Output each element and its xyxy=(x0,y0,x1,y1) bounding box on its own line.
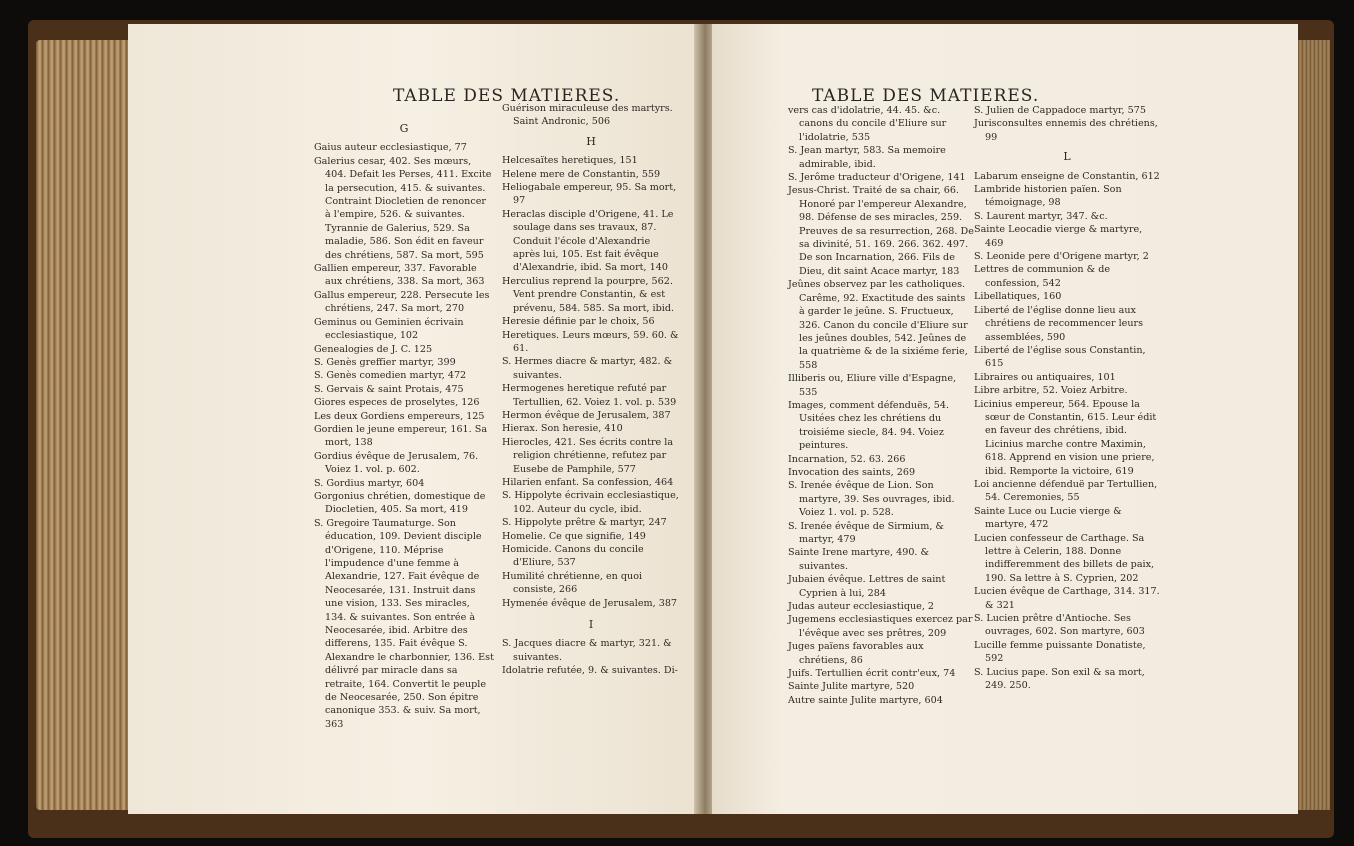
index-entry: Helcesaïtes heretiques, 151 xyxy=(502,155,638,167)
index-entry: Invocation des saints, 269 xyxy=(788,466,916,478)
index-entry: Herculius reprend la pourpre, 562. Vent prendre Constantin, & est prévenu, 584. 585. Sa mort, ibid. xyxy=(502,275,675,314)
index-entry: S. Lucien prêtre d'Antioche. Ses ouvrages, 602. Son martyre, 603 xyxy=(974,613,1145,638)
section-letter-l: L xyxy=(1063,150,1071,164)
index-entry: S. Gregoire Taumaturge. Son éducation, 109. Devient disciple d'Origene, 110. Méprise l'impudence d'une femme à Alexandrie, 127. Fait évêque de Neocesarée, 131. Instruit dans une vision, 133. Ses miracles, 134. & suivantes. Son entrée à Neocesarée, ibid. Arbitre des differens, 135. Fait évêque S. Alexandre le charbonnier, 136. Est délivré par miracle dans sa retraite, 164. Convertit le peuple de Neocesarée, 250. Son épitre canonique 353. & suiv. Sa mort, 363 xyxy=(314,517,494,730)
entry-list xyxy=(788,104,974,707)
index-entry: Gallus empereur, 228. Persecute les chrétiens, 247. Sa mort, 270 xyxy=(314,289,490,315)
index-entry: S. Irenée évêque de Sirmium, & martyr, 479 xyxy=(788,520,944,545)
index-entry: Jugemens ecclesiastiques exercez par l'évêque avec ses prêtres, 209 xyxy=(788,614,973,639)
index-entry: Gorgonius chrétien, domestique de Diocletien, 405. Sa mort, 419 xyxy=(314,490,486,516)
index-entry: Hierocles, 421. Ses écrits contre la religion chrétienne, refutez par Eusebe de Pamphile, 577 xyxy=(502,436,674,475)
index-entry: Heraclas disciple d'Origene, 41. Le soulage dans ses travaux, 87. Conduit l'école d'Alexandrie après lui, 105. Est fait évêque d'Alexandrie, ibid. Sa mort, 140 xyxy=(502,208,674,274)
index-entry: S. Julien de Cappadoce martyr, 575 xyxy=(974,105,1146,116)
entry-list xyxy=(502,637,680,677)
section-letter-h: H xyxy=(586,134,596,148)
index-entry: Les deux Gordiens empereurs, 125 xyxy=(314,410,485,422)
index-entry: Juifs. Tertullien écrit contr'eux, 74 xyxy=(788,668,956,680)
entry-list xyxy=(974,104,1160,144)
entry-top: Guérison miraculeuse des martyrs. Saint Andronic, 506 xyxy=(502,103,673,128)
index-entry: Hierax. Son heresie, 410 xyxy=(502,423,623,435)
index-entry: Gordien le jeune empereur, 161. Sa mort, 138 xyxy=(314,423,488,449)
index-entry: Sainte Leocadie vierge & martyre, 469 xyxy=(974,224,1143,249)
index-entry: Geminus ou Geminien écrivain ecclesiastique, 102 xyxy=(314,316,464,342)
index-entry: Hymenée évêque de Jerusalem, 387 xyxy=(502,597,678,609)
index-entry: Hermogenes heretique refuté par Tertullien, 62. Voiez 1. vol. p. 539 xyxy=(502,383,677,408)
index-entry: Liberté de l'église donne lieu aux chrétiens de recommencer leurs assemblées, 590 xyxy=(974,304,1144,343)
index-entry: S. Gordius martyr, 604 xyxy=(314,477,425,489)
index-entry: Juges païens favorables aux chrétiens, 86 xyxy=(788,641,924,666)
index-entry: S. Jerôme traducteur d'Origene, 141 xyxy=(788,172,966,184)
index-entry: S. Hippolyte prêtre & martyr, 247 xyxy=(502,517,667,529)
entry-list xyxy=(314,141,494,731)
index-entry: Judas auteur ecclesiastique, 2 xyxy=(788,601,935,613)
index-entry: Sainte Irene martyre, 490. & suivantes. xyxy=(788,547,930,572)
entry-list xyxy=(974,170,1160,693)
index-entry: Jubaien évêque. Lettres de saint Cyprien à lui, 284 xyxy=(788,574,946,599)
right-column-1 xyxy=(788,104,974,707)
index-entry: S. Genès greffier martyr, 399 xyxy=(314,356,456,368)
index-entry: Giores especes de proselytes, 126 xyxy=(314,397,480,409)
index-entry: S. Lucius pape. Son exil & sa mort, 249. 250. xyxy=(974,666,1145,692)
index-entry: S. Jean martyr, 583. Sa memoire admirable, ibid. xyxy=(788,145,946,170)
index-entry: Jurisconsultes ennemis des chrétiens, 99 xyxy=(974,118,1158,143)
right-column-2 xyxy=(974,104,1160,692)
index-entry: Lucien confesseur de Carthage. Sa lettre à Celerin, 188. Donne indifferemment des billets de paix, 190. Sa lettre à S. Cyprien, 202 xyxy=(974,532,1155,584)
page-edges-left xyxy=(36,40,136,810)
right-page xyxy=(712,24,1298,814)
index-entry: Helene mere de Constantin, 559 xyxy=(502,168,661,180)
index-entry: S. Hippolyte écrivain ecclesiastique, 102. Auteur du cycle, ibid. xyxy=(502,490,679,515)
index-entry: Idolatrie refutée, 9. & suivantes. Di- xyxy=(502,665,678,677)
index-entry: Liberté de l'église sous Constantin, 615 xyxy=(974,344,1146,370)
index-entry: Hilarien enfant. Sa confession, 464 xyxy=(502,476,674,488)
index-entry: Heresie définie par le choix, 56 xyxy=(502,316,655,328)
index-entry: Gaius auteur ecclesiastique, 77 xyxy=(314,142,467,154)
section-letter-i: I xyxy=(588,618,594,632)
index-entry: Illiberis ou, Eliure ville d'Espagne, 535 xyxy=(788,373,957,398)
index-entry: Heliogabale empereur, 95. Sa mort, 97 xyxy=(502,182,677,207)
index-entry: S. Irenée évêque de Lion. Son martyre, 39. Ses ouvrages, ibid. Voiez 1. vol. p. 528. xyxy=(788,480,955,519)
index-entry: Lucien évêque de Carthage, 314. 317. & 321 xyxy=(974,586,1160,611)
index-entry: Licinius empereur, 564. Epouse la sœur de Constantin, 615. Leur édit en faveur des chrétiens, ibid. Licinius marche contre Maximin, 618. Apprend en vision une priere, ibid. Remporte la victoire, 619 xyxy=(974,398,1157,477)
index-entry: Autre sainte Julite martyre, 604 xyxy=(788,694,943,706)
left-page-header: TABLE DES MATIERES. xyxy=(393,86,621,106)
index-entry: Gallien empereur, 337. Favorable aux chrétiens, 338. Sa mort, 363 xyxy=(314,263,485,288)
index-entry: Incarnation, 52. 63. 266 xyxy=(788,453,906,465)
index-entry: Libraires ou antiquaires, 101 xyxy=(974,371,1116,383)
left-page xyxy=(128,24,702,814)
left-column-2 xyxy=(502,102,680,678)
section-letter-g: G xyxy=(399,122,409,135)
index-entry: Homicide. Canons du concile d'Eliure, 537 xyxy=(502,544,644,569)
index-entry: Lucille femme puissante Donatiste, 592 xyxy=(974,639,1146,665)
index-entry: Jeûnes observez par les catholiques. Carême, 92. Exactitude des saints à garder le jeûne. S. Fructueux, 326. Canon du concile d'Eliure sur les jeûnes doubles, 542. Jeûnes de la quatrième & de la sixiéme ferie, 558 xyxy=(788,279,968,371)
index-entry: Lettres de communion & de confession, 542 xyxy=(974,264,1111,289)
index-entry: Humilité chrétienne, en quoi consiste, 266 xyxy=(502,570,643,596)
index-entry: S. Hermes diacre & martyr, 482. & suivantes. xyxy=(502,356,673,381)
index-entry: Gordius évêque de Jerusalem, 76. Voiez 1. vol. p. 602. xyxy=(314,450,479,476)
index-entry: Heretiques. Leurs mœurs, 59. 60. & 61. xyxy=(502,329,679,354)
index-entry: Lambride historien païen. Son témoignage, 98 xyxy=(974,184,1122,209)
index-entry: Libre arbitre, 52. Voiez Arbitre. xyxy=(974,385,1128,397)
index-entry: S. Genès comedien martyr, 472 xyxy=(314,370,467,382)
index-entry: Genealogies de J. C. 125 xyxy=(314,343,433,355)
right-page-header: TABLE DES MATIERES. xyxy=(812,86,1040,106)
index-entry: Loi ancienne défenduë par Tertullien, 54. Ceremonies, 55 xyxy=(974,478,1158,504)
index-entry: Hermon évêque de Jerusalem, 387 xyxy=(502,409,671,421)
entry-list xyxy=(502,154,680,610)
index-entry: Jesus-Christ. Traité de sa chair, 66. Honoré par l'empereur Alexandre, 98. Défense de ses miracles, 259. Preuves de sa resurrection, 268. De sa divinité, 51. 169. 266. 362. 497. De son Incarnation, 266. Fils de Dieu, dit saint Acace martyr, 183 xyxy=(788,185,974,277)
index-entry: Labarum enseigne de Constantin, 612 xyxy=(974,170,1160,182)
index-entry: Libellatiques, 160 xyxy=(974,291,1062,303)
index-entry: S. Leonide pere d'Origene martyr, 2 xyxy=(974,251,1149,263)
index-entry: Sainte Luce ou Lucie vierge & martyre, 472 xyxy=(974,505,1122,531)
index-entry: Galerius cesar, 402. Ses mœurs, 404. Defait les Perses, 411. Excite la persecution, 415. & suivantes. Contraint Diocletien de renoncer à l'empire, 526. & suivantes. Tyrannie de Galerius, 529. Sa maladie, 586. Son édit en faveur des chrétiens, 587. Sa mort, 595 xyxy=(314,155,492,261)
index-entry: S. Gervais & saint Protais, 475 xyxy=(314,383,464,395)
index-entry: S. Laurent martyr, 347. &c. xyxy=(974,210,1108,222)
index-entry: vers cas d'idolatrie, 44. 45. &c. canons du concile d'Eliure sur l'idolatrie, 535 xyxy=(788,105,947,143)
index-entry: Images, comment défenduës, 54. Usitées chez les chrétiens du troisiéme siecle, 84. 94. Voiez peintures. xyxy=(788,399,950,452)
page-edges-right xyxy=(1298,40,1330,810)
index-entry: S. Jacques diacre & martyr, 321. & suivantes. xyxy=(502,638,672,663)
index-entry: Sainte Julite martyre, 520 xyxy=(788,681,915,693)
left-column-1 xyxy=(314,116,494,731)
index-entry: Homelie. Ce que signifie, 149 xyxy=(502,530,646,542)
